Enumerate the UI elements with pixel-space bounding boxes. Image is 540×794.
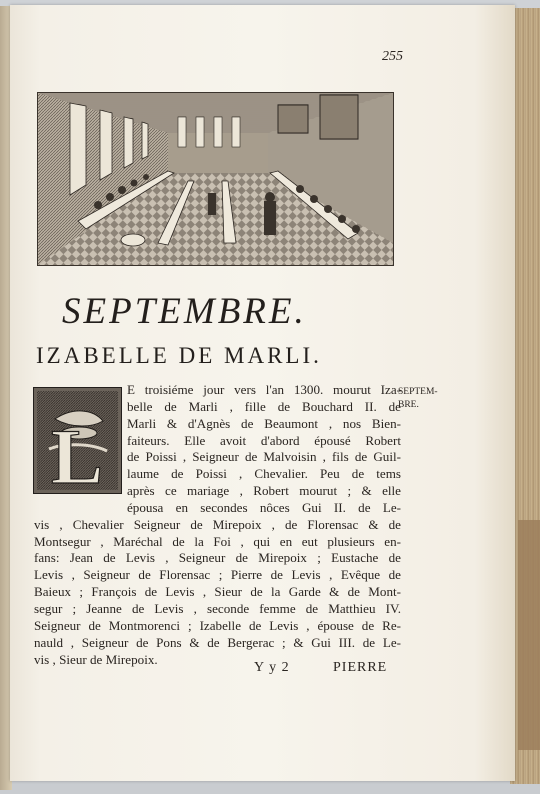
refectory-engraving: [37, 92, 394, 266]
text-line: Montsegur , Maréchal de la Foi , qui en eut plusieurs en-: [34, 533, 401, 549]
signature-mark: Y y 2: [254, 660, 290, 675]
initial-letter: L: [50, 413, 104, 494]
text-line: épousa en secondes nôces Gui II. de Le-: [127, 499, 401, 515]
page-title: SEPTEMBRE.: [62, 291, 307, 332]
text-line: laume de Poissi , Chevalier. Peu de tems: [127, 466, 401, 482]
catchword: PIERRE: [333, 660, 388, 675]
section-heading: IZABELLE DE MARLI.: [36, 343, 322, 368]
text-line: segur ; Jeanne de Levis , seconde femme de Matthieu IV.: [34, 600, 401, 616]
text-line: Marli & d'Agnès de Beaumont , nos Bien-: [127, 415, 401, 431]
text-line: vis , Sieur de Mirepoix.: [34, 651, 158, 667]
marginal-note-line: SEPTEM-: [398, 387, 438, 397]
text-line: belle de Marli , fille de Bouchard II. de: [127, 398, 401, 414]
text-line: après ce mariage , Robert mourut ; & elle: [127, 483, 401, 499]
text-line: fans: Jean de Levis , Seigneur de Mirepoix ; Eustache de: [34, 550, 401, 566]
text-line: vis , Chevalier Seigneur de Mirepoix , de Florensac & de: [34, 516, 401, 532]
text-line: nauld , Seigneur de Pons & de Bergerac ; & Gui III. de Le-: [34, 634, 401, 650]
text-line: Levis , Seigneur de Florensac ; Pierre de Levis , Evêque de: [34, 567, 401, 583]
text-line: Seigneur de Montmorenci ; Izabelle de Levis , épouse de Re-: [34, 617, 401, 633]
text-line: faiteurs. Elle avoit d'abord épousé Robert: [127, 432, 401, 448]
marginal-note: [398, 386, 438, 412]
marginal-note-line: BRE.: [398, 400, 419, 410]
page-edge-shadow: [518, 520, 540, 750]
body-text: [34, 382, 401, 668]
text-line: Baieux ; François de Levis , Sieur de la Garde & de Mont-: [34, 584, 401, 600]
text-line: E troisiéme jour vers l'an 1300. mourut Iza-: [127, 382, 401, 397]
page-number: 255: [382, 49, 403, 64]
text-line: de Poissi , Seigneur de Malvoisin , fils de Guil-: [127, 449, 401, 465]
